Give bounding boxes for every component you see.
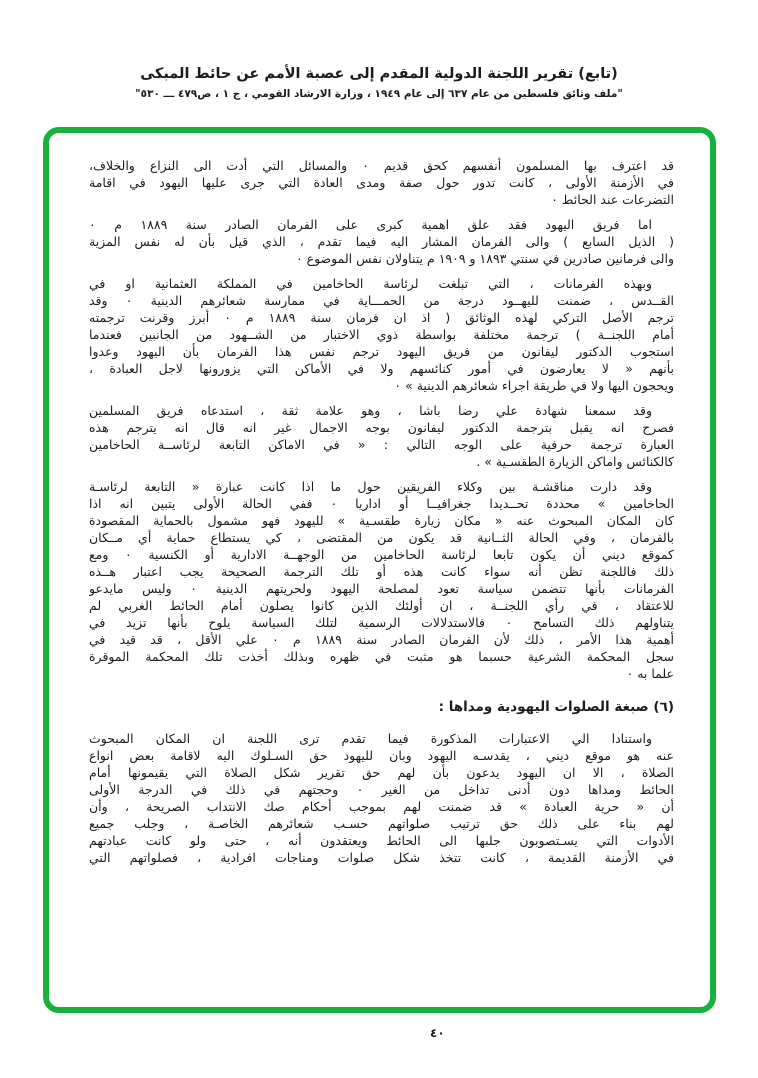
text-line: كالكنائس واماكن الزيارة الطقسـية » . [476,454,674,469]
text-line: وقد دارت مناقشـة بين وكلاء الفريقين حول ما اذا كانت عبارة « التابعة لرئاسـة [89,479,652,494]
text-line: ذلك فاللجنة تظن أنه سواء كانت هذه أو تلك الترجمة الصحيحة يجب اعتبار هــذه [89,564,674,579]
paragraph-1 [89,157,674,208]
paragraph-2 [89,216,674,267]
text-line: كان المكان المبحوث عنه « مكان زيارة طقسـية » لليهود فهو مشمول بالحماية المقصودة [89,513,674,528]
text-line: الحاخامين » محددة تحــديدا جغرافيــا أو اداريا ٠ ففي الحالة الأولى يتبين انه اذا [89,496,674,511]
text-line: أهمية هذا الأمر ، ذلك لأن الفرمان الصادر سنة ١٨٨٩ م ٠ علي الأقل ، قد قيد في [89,632,674,647]
text-line: ترجم الأصل التركي لهذه الوثائق ( اذ ان فرمان سنة ١٨٨٩ م ٠ أبرز وقرنت ترجمته [89,310,674,325]
text-line: والى فرمانين صادرين في سنتي ١٨٩٣ و ١٩٠٩ م يتناولان نفس الموضوع ٠ [295,251,674,266]
text-line: اما فريق اليهود فقد علق اهمية كبرى على الفرمان الصادر سنة ١٨٨٩ م ٠ [89,217,652,232]
paragraph-4 [89,402,674,470]
text-line: قد اعترف بها المسلمون أنفسهم كحق قديم ٠ والمسائل التي أدت الى النزاع والخلاف، [89,158,674,173]
text-line: في الأزمنة القديمة ، كانت تتخذ شكل صلوات ومناجات افرادية ، فصلواتهم التي [89,850,674,865]
text-line: سجل المحكمة الشرعية حسبما هو مثبت في ظهره وبذلك أخذت تلك المحكمة الموقرة [89,649,674,664]
text-line: الفرمانات بأنها تتضمن سياسة تعود لمصلحة اليهود ولحريتهم الدينية ٠ وليس مايدعو [89,581,674,596]
paragraph-5 [89,478,674,682]
text-line: فصرح انه يقبل بترجمة الدكتور ليفانون بوجه الاجمال غير انه قال انه يترجم هذه [89,420,674,435]
text-line: للاعتقاد ، في رأي اللجنــة ، ان أولئك الذين كانوا يصلون أمام الحائط الغربي لم [89,598,674,613]
text-line: الصلاة ، الا ان اليهود يدعون بأن لهم حق تقرير شكل الصلاة التي يقيمونها أمام [89,765,674,780]
text-line: القــدس ، ضمنت لليهــود درجة من الحمـــاية في ممارسة شعائرهم الدينية ٠ وقد [89,293,674,308]
document-source-citation: "ملف وثائق فلسطين من عام ٦٣٧ إلى عام ١٩٤٩ ، وزارة الارشاد القومي ، ج ١ ، ص٤٧٩ ـــ ٥٣٠" [135,88,623,100]
text-line: في الأزمنة الأولى ، كانت تدور حول صفة ومدى العادة التي جرى عليها اليهود في اقامة [89,175,674,190]
text-line: الأدوات التي يسـتصوبون جلبها الى الحائط ويعتقدون أنه ، حتى ولو كانت عبادتهم [89,833,674,848]
text-line: يتناولهم ذلك التسامح ٠ فالاستدلالات الرسمية لتلك السياسة يلوح بأنها تزيد في [89,615,674,630]
text-line: علما به ٠ [626,666,674,681]
text-line: ويحجون اليها ولا في طريقة اجراء شعائرهم الدينية » ٠ [394,378,674,393]
text-line: عنه هو موقع ديني ، يقدسـه اليهود وبان لليهود حق السـلوك اليه لاقامة بعض انواع [89,748,674,763]
text-line: العبارة ترجمة حرفية على الوجه التالي : « في الاماكن التابعة لرئاســة الحاخامين [89,437,674,452]
text-line: وبهذه الفرمانات ، التي تبلغت لرئاسة الحاخامين في المملكة العثمانية او في [89,276,652,291]
section-heading: (٦) صبغة الصلوات اليهودية ومداها : [438,699,674,715]
document-body [89,157,674,874]
text-line: التضرعات عند الحائط ٠ [551,192,674,207]
document-header [0,66,758,100]
text-line: وقد سمعنا شهادة علي رضا باشا ، وهو علامة ثقة ، استدعاه فريق المسلمين [89,403,652,418]
paragraph-3 [89,275,674,394]
text-line: كموقع ديني أن يكون تابعا لرئاسة الحاخامين من الوجهــة الادارية أو الكنسية ٠ ومع [89,547,674,562]
text-line: أن « حرية العبادة » قد ضمنت لهم بموجب أحكام صك الانتداب الصريحة ، وأن [89,799,674,814]
text-line: بأنهم « لا يعارضون في أمور كنائسهم ولا في الأماكن التي يزورونها لاجل العبادة ، [89,361,674,376]
text-line: ( الذيل السابع ) والى الفرمان المشار اليه فيما تقدم ، الذي قيل بأن له نفس المزية [89,234,674,249]
text-line: واستنادا الي الاعتبارات المذكورة فيما تقدم ترى اللجنة ان المكان المبحوث [89,731,652,746]
text-line: استجوب الدكتور ليفانون من فريق اليهود ترجم نفس هذا الفرمان بأن اليهود وعدوا [89,344,674,359]
text-line: بالفرمان ، وفي الحالة الثــانية قد يكون من المقتضى ، كي يستطاع حماية أي مــكان [89,530,674,545]
green-border-frame [43,127,716,1013]
text-line: الحائط ومداها دون أدنى تداخل من الغير ٠ وحجتهم في ذلك في الدرجة الأولى [89,782,674,797]
paragraph-6 [89,730,674,866]
text-line: أمام اللجنــة ) ترجمة مختلفة بواسطة ذوي الاختبار من الشــهود من الجانبين فعندما [89,327,674,342]
page-number: ٤٠ [430,1026,445,1040]
document-title: (تابع) تقرير اللجنة الدولية المقدم إلى عصبة الأمم عن حائط المبكى [140,66,618,82]
text-line: لهم بناء على ذلك حق ترتيب صلواتهم حسـب شعائرهم الخاصـة ، وجلب جميع [89,816,674,831]
